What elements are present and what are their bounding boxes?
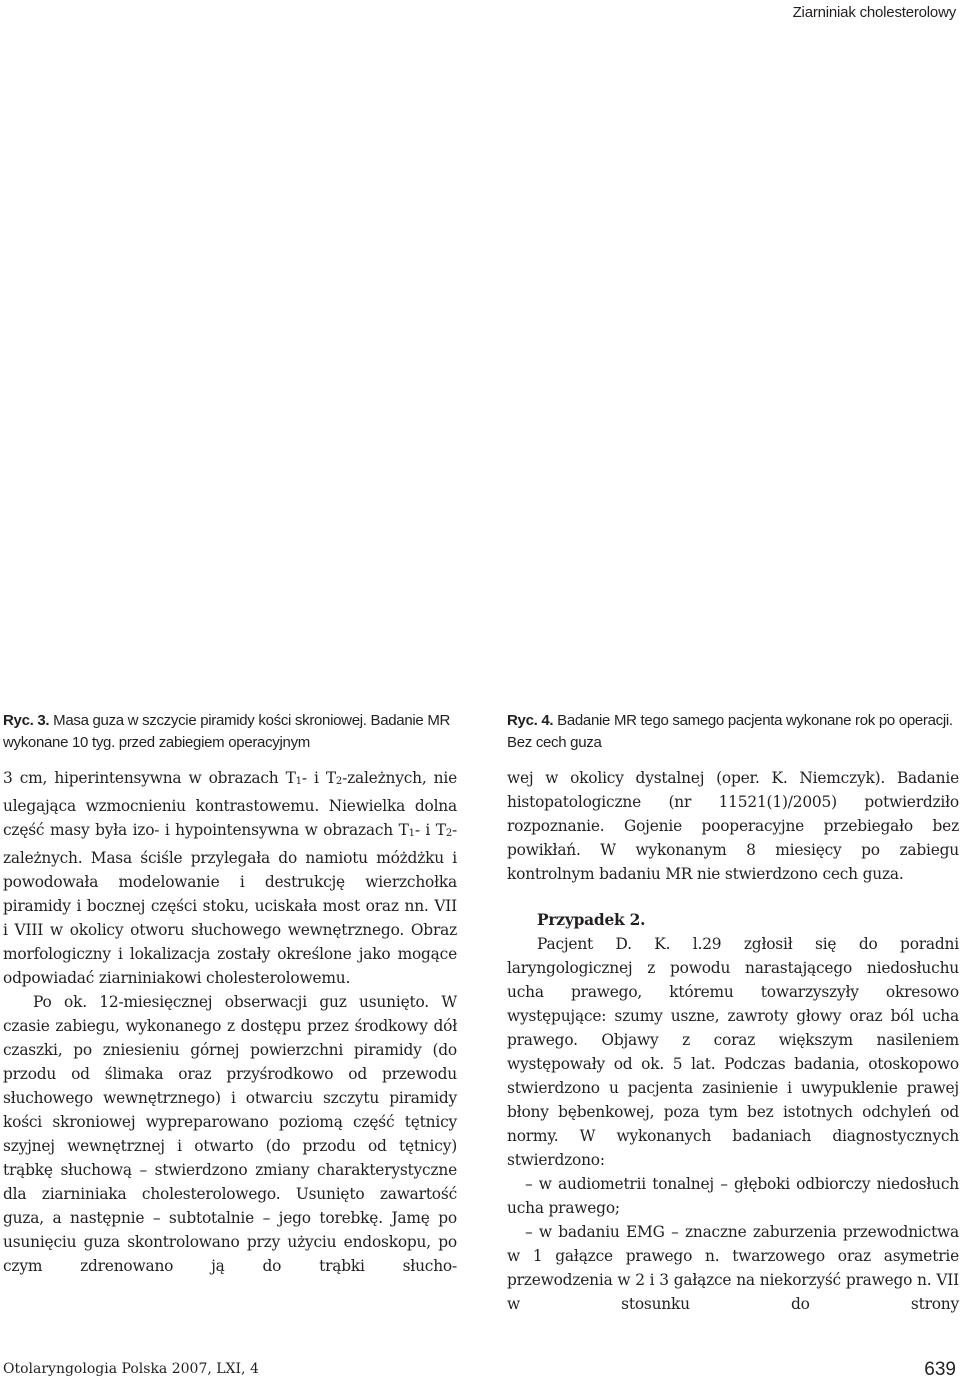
subscript: 2	[445, 828, 452, 839]
finding-audiometry: – w audiometrii tonalnej – głęboki odbiorczy niedosłuch ucha prawego;	[507, 1175, 959, 1217]
page-number: 639	[924, 1359, 956, 1380]
figure-4-caption	[507, 710, 959, 754]
left-paragraph-1	[3, 766, 457, 990]
figure-3-text: Masa guza w szczycie piramidy kości skroniowej. Badanie MR wykonane 10 tyg. przed zabiegiem operacyjnym	[3, 712, 451, 751]
left-paragraph-2: Po ok. 12-miesięcznej obserwacji guz usunięto. W czasie zabiegu, wykonanego z dostępu przez środkowy dół czaszki, po zniesieniu górnej powierzchni piramidy (do przodu od ślimaka oraz przyśrodkowo od przewodu słuchowego wewnętrznego) i otwarciu szczytu piramidy kości skroniowej wypreparowano poziomą część tętnicy szyjnej wewnętrznej i otwarto (do przodu od tętnicy) trąbkę słuchową – stwierdzono zmiany charakterystyczne dla ziarniniaka cholesterolowego. Usunięto zawartość guza, a następnie – subtotalnie – jego torebkę. Jamę po usunięciu guza skontrolowano przy użyciu endoskopu, po czym zdrenowano ją do trąbki słucho-	[3, 993, 457, 1275]
left-text-column	[3, 766, 457, 1278]
finding-emg: – w badaniu EMG – znaczne zaburzenia przewodnictwa w 1 gałązce prawego n. twarzowego oraz asymetrie przewodzenia w 2 i 3 gałązce na niekorzyść prawego n. VII w stosunku do strony	[507, 1223, 959, 1313]
figure-4-text: Badanie MR tego samego pacjenta wykonane rok po operacji. Bez cech guza	[507, 712, 953, 751]
case-2-heading: Przypadek 2.	[537, 911, 646, 929]
text-run: 3 cm, hiperintensywna w obrazach T	[3, 769, 296, 787]
text-run: -zależnych, nie ulegająca wzmocnieniu kontrastowemu. Niewielka dolna część masy była izo- i hypointensywna w obrazach T	[3, 769, 457, 839]
footer-journal-citation: Otolaryngologia Polska 2007, LXI, 4	[3, 1361, 259, 1377]
running-title: Ziarniniak cholesterolowy	[792, 4, 956, 21]
right-paragraph-2: Pacjent D. K. l.29 zgłosił się do poradni laryngologicznej z powodu narastającego niedosłuchu ucha prawego, któremu towarzyszyły okresowo występujące: szumy uszne, zawroty głowy oraz ból ucha prawego. Objawy z coraz większym nasileniem występowały od ok. 5 lat. Podczas badania, otoskopowo stwierdzono u pacjenta zasinienie i uwypuklenie prawej błony bębenkowej, poza tym bez istotnych odchyleń od normy. W wykonanych badaniach diagnostycznych stwierdzono:	[507, 935, 959, 1169]
text-run: - i T	[301, 769, 336, 787]
right-paragraph-1: wej w okolicy dystalnej (oper. K. Niemczyk). Badanie histopatologiczne (nr 11521(1)/2005) potwierdziło rozpoznanie. Gojenie pooperacyjne przebiegało bez powikłań. W wykonanym 8 miesięcy po zabiegu kontrolnym badaniu MR nie stwierdzono cech guza.	[507, 769, 959, 883]
subscript: 1	[295, 776, 302, 787]
subscript: 1	[408, 828, 415, 839]
right-text-column	[507, 766, 959, 1316]
figure-3-caption	[3, 710, 463, 754]
text-run: - i T	[414, 821, 446, 839]
subscript: 2	[335, 776, 343, 787]
figure-4-label: Ryc. 4.	[507, 712, 554, 729]
text-run: -zależnych. Masa ściśle przylegała do namiotu móżdżku i powodowała modelowanie i destrukcję wierzchołka piramidy i bocznej części stoku, uciskała most oraz nn. VII i VIII w okolicy otworu słuchowego wewnętrznego. Obraz morfologiczny i lokalizacja zostały określone jako mogące odpowiadać ziarniniakowi cholesterolowemu.	[3, 821, 457, 987]
figure-3-label: Ryc. 3.	[3, 712, 50, 729]
